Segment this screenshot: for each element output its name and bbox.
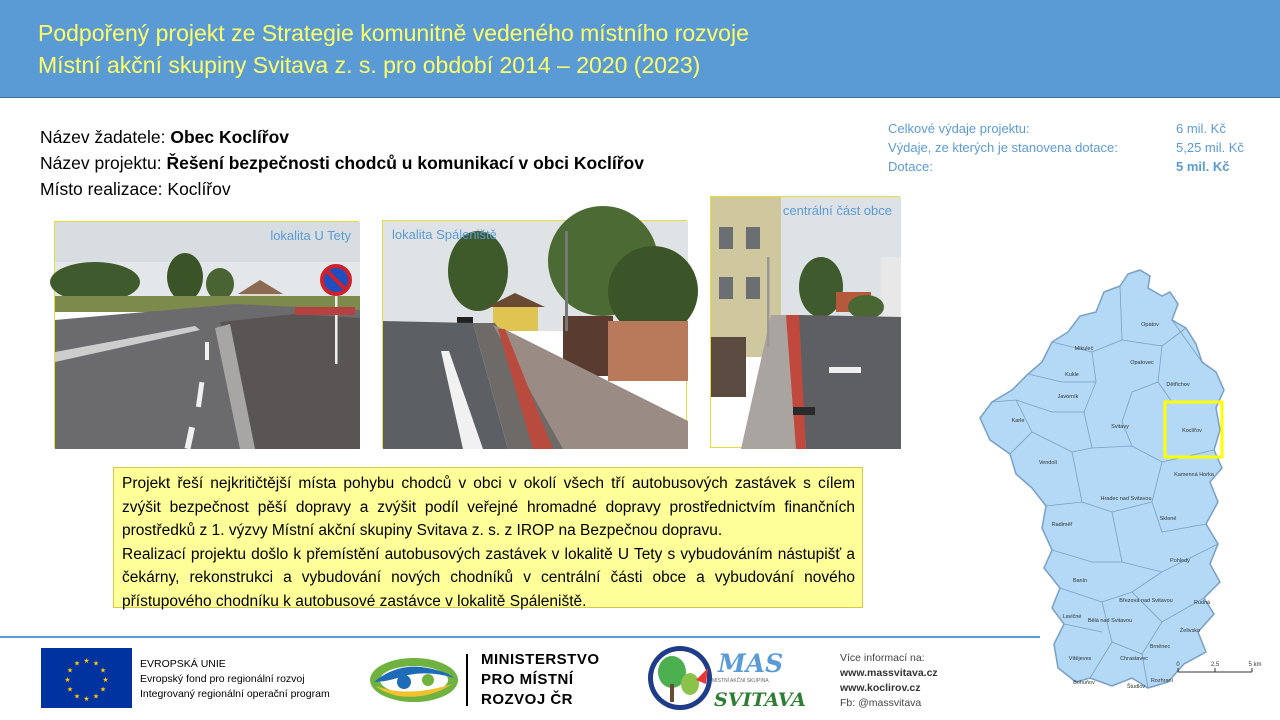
map-label: Březová nad Svitavou bbox=[1119, 598, 1173, 604]
svg-text:★: ★ bbox=[66, 685, 74, 694]
scale-label: 5 km bbox=[1248, 662, 1262, 668]
header-title-line1: Podpořený projekt ze Strategie komunitně vedeného místního rozvoje bbox=[38, 20, 749, 46]
mmr-line2: PRO MÍSTNÍ bbox=[481, 671, 574, 688]
map-label: Dětřichov bbox=[1166, 382, 1190, 388]
map-label: Javorník bbox=[1057, 394, 1079, 400]
total-cost-value: 6 mil. Kč bbox=[1176, 121, 1226, 136]
place-row bbox=[40, 179, 231, 200]
mmr-logo-icon bbox=[368, 654, 460, 704]
link-massvitava[interactable]: www.massvitava.cz bbox=[840, 667, 938, 679]
map-label: Hradec nad Svitavou bbox=[1100, 496, 1152, 502]
photo-caption-central: centrální část obce bbox=[782, 203, 892, 218]
svg-text:★: ★ bbox=[83, 695, 90, 703]
map-label: Kukle bbox=[1065, 372, 1079, 378]
project-description bbox=[113, 467, 863, 608]
header-banner bbox=[0, 0, 1280, 98]
svg-text:★: ★ bbox=[83, 657, 90, 665]
eu-flag-icon bbox=[41, 648, 132, 708]
svg-text:★: ★ bbox=[92, 692, 100, 701]
map-label: Bělá nad Svitavou bbox=[1087, 618, 1133, 624]
map-label: Vendolí bbox=[1038, 460, 1058, 466]
header-title-line2: Místní akční skupiny Svitava z. s. pro období 2014 – 2020 (2023) bbox=[38, 52, 701, 78]
mmr-line3: ROZVOJ ČR bbox=[481, 691, 574, 708]
eligible-cost-label: Výdaje, ze kterých je stanovena dotace: bbox=[888, 140, 1118, 155]
subsidy-label: Dotace: bbox=[888, 159, 933, 174]
photo-central-part bbox=[710, 196, 900, 448]
region-map bbox=[972, 262, 1270, 694]
place-label: Místo realizace: bbox=[40, 179, 168, 199]
svg-text:★: ★ bbox=[99, 685, 107, 694]
photo-caption-spaleniste: lokalita Spáleniště bbox=[392, 227, 497, 242]
map-label: Vítějeves bbox=[1068, 656, 1092, 662]
map-label: Študlov bbox=[1126, 684, 1146, 690]
scale-label: 0 bbox=[1176, 662, 1180, 668]
map-label: Rozhraní bbox=[1150, 678, 1174, 684]
svg-text:★: ★ bbox=[99, 666, 107, 675]
eu-program-text bbox=[140, 657, 330, 702]
map-label: Svitavy bbox=[1111, 424, 1129, 430]
mmr-line1: MINISTERSTVO bbox=[481, 651, 600, 668]
map-label: Opatovec bbox=[1130, 360, 1154, 366]
map-label: Karle bbox=[1011, 418, 1025, 424]
photo-caption-u-tety: lokalita U Tety bbox=[270, 228, 351, 243]
map-label: Mikuleč bbox=[1074, 346, 1094, 352]
mas-svitava-logo bbox=[646, 644, 806, 712]
map-label: Koclířov bbox=[1182, 428, 1202, 434]
scale-label: 2,5 bbox=[1210, 662, 1220, 668]
project-value: Řešení bezpečnosti chodců u komunikací v obci Koclířov bbox=[166, 153, 644, 173]
map-label: Želivsko bbox=[1179, 628, 1201, 634]
project-label: Název projektu: bbox=[40, 153, 167, 173]
eu-title: EVROPSKÁ UNIE bbox=[140, 658, 226, 670]
mas-logo-name: SVITAVA bbox=[714, 689, 806, 711]
svg-text:★: ★ bbox=[64, 676, 71, 684]
map-label: Banín bbox=[1072, 578, 1088, 584]
description-paragraph-1: Projekt řeší nejkritičtější místa pohybu chodců v obci v okolí všech tří autobusových zastávek s cílem zvýšit bezpečnost pěší dopravy a zvýšit podíl veřejné hromadné dopravy prostřednictvím finančních prostředků z 1. výzvy Místní akční skupiny Svitava z. s. z IROP na Bezpečnou dopravu. bbox=[122, 475, 855, 539]
eu-fund: Evropský fond pro regionální rozvoj bbox=[140, 673, 305, 685]
svg-text:★: ★ bbox=[73, 692, 81, 701]
applicant-row bbox=[40, 127, 289, 148]
map-label: Brněnec bbox=[1149, 644, 1171, 650]
mmr-separator bbox=[466, 654, 468, 706]
svg-text:★: ★ bbox=[102, 676, 109, 684]
map-label: Sklené bbox=[1159, 516, 1177, 522]
eligible-cost-value: 5,25 mil. Kč bbox=[1176, 140, 1244, 155]
mmr-text bbox=[481, 650, 600, 710]
map-label: Rudná bbox=[1193, 600, 1211, 606]
mas-logo-subtext: MÍSTNÍ AKČNÍ SKUPINA bbox=[712, 678, 769, 684]
map-label: Radiměř bbox=[1051, 522, 1073, 528]
more-info bbox=[840, 651, 938, 711]
svg-text:★: ★ bbox=[73, 659, 81, 668]
subsidy-value: 5 mil. Kč bbox=[1176, 159, 1230, 174]
place-value: Koclířov bbox=[167, 179, 231, 199]
link-koclirov[interactable]: www.koclirov.cz bbox=[840, 682, 921, 694]
map-label: Lavičné bbox=[1062, 614, 1082, 620]
eu-program: Integrovaný regionální operační program bbox=[140, 688, 330, 700]
svg-text:★: ★ bbox=[66, 666, 74, 675]
photo-spaleniste bbox=[382, 220, 687, 448]
more-info-label: Více informací na: bbox=[840, 652, 925, 664]
photo-u-tety bbox=[54, 221, 359, 448]
map-label: Chrastavec bbox=[1120, 656, 1148, 662]
map-label: Pohledy bbox=[1170, 558, 1190, 564]
mas-logo-text: MAS bbox=[718, 649, 784, 678]
applicant-value: Obec Koclířov bbox=[170, 127, 290, 147]
map-label: Bohuňov bbox=[1073, 680, 1095, 686]
project-row bbox=[40, 153, 644, 174]
region-outline bbox=[980, 270, 1224, 688]
svg-text:★: ★ bbox=[92, 659, 100, 668]
footer-divider bbox=[0, 636, 1040, 638]
map-label: Kamenná Horka bbox=[1174, 472, 1214, 478]
map-label: Opatov bbox=[1141, 322, 1159, 328]
total-cost-label: Celkové výdaje projektu: bbox=[888, 121, 1030, 136]
description-paragraph-2: Realizací projektu došlo k přemístění autobusových zastávek v lokalitě U Tety s vybudováním nástupišť a čekárny, rekonstrukci a vybudování nových chodníků v centrální části obce a vybudování nového přístupového chodníku k autobusové zastávce v lokalitě Spáleniště. bbox=[122, 545, 855, 610]
map-scale-bar bbox=[1178, 668, 1252, 672]
applicant-label: Název žadatele: bbox=[40, 127, 171, 147]
facebook-handle[interactable]: Fb: @massvitava bbox=[840, 697, 922, 709]
